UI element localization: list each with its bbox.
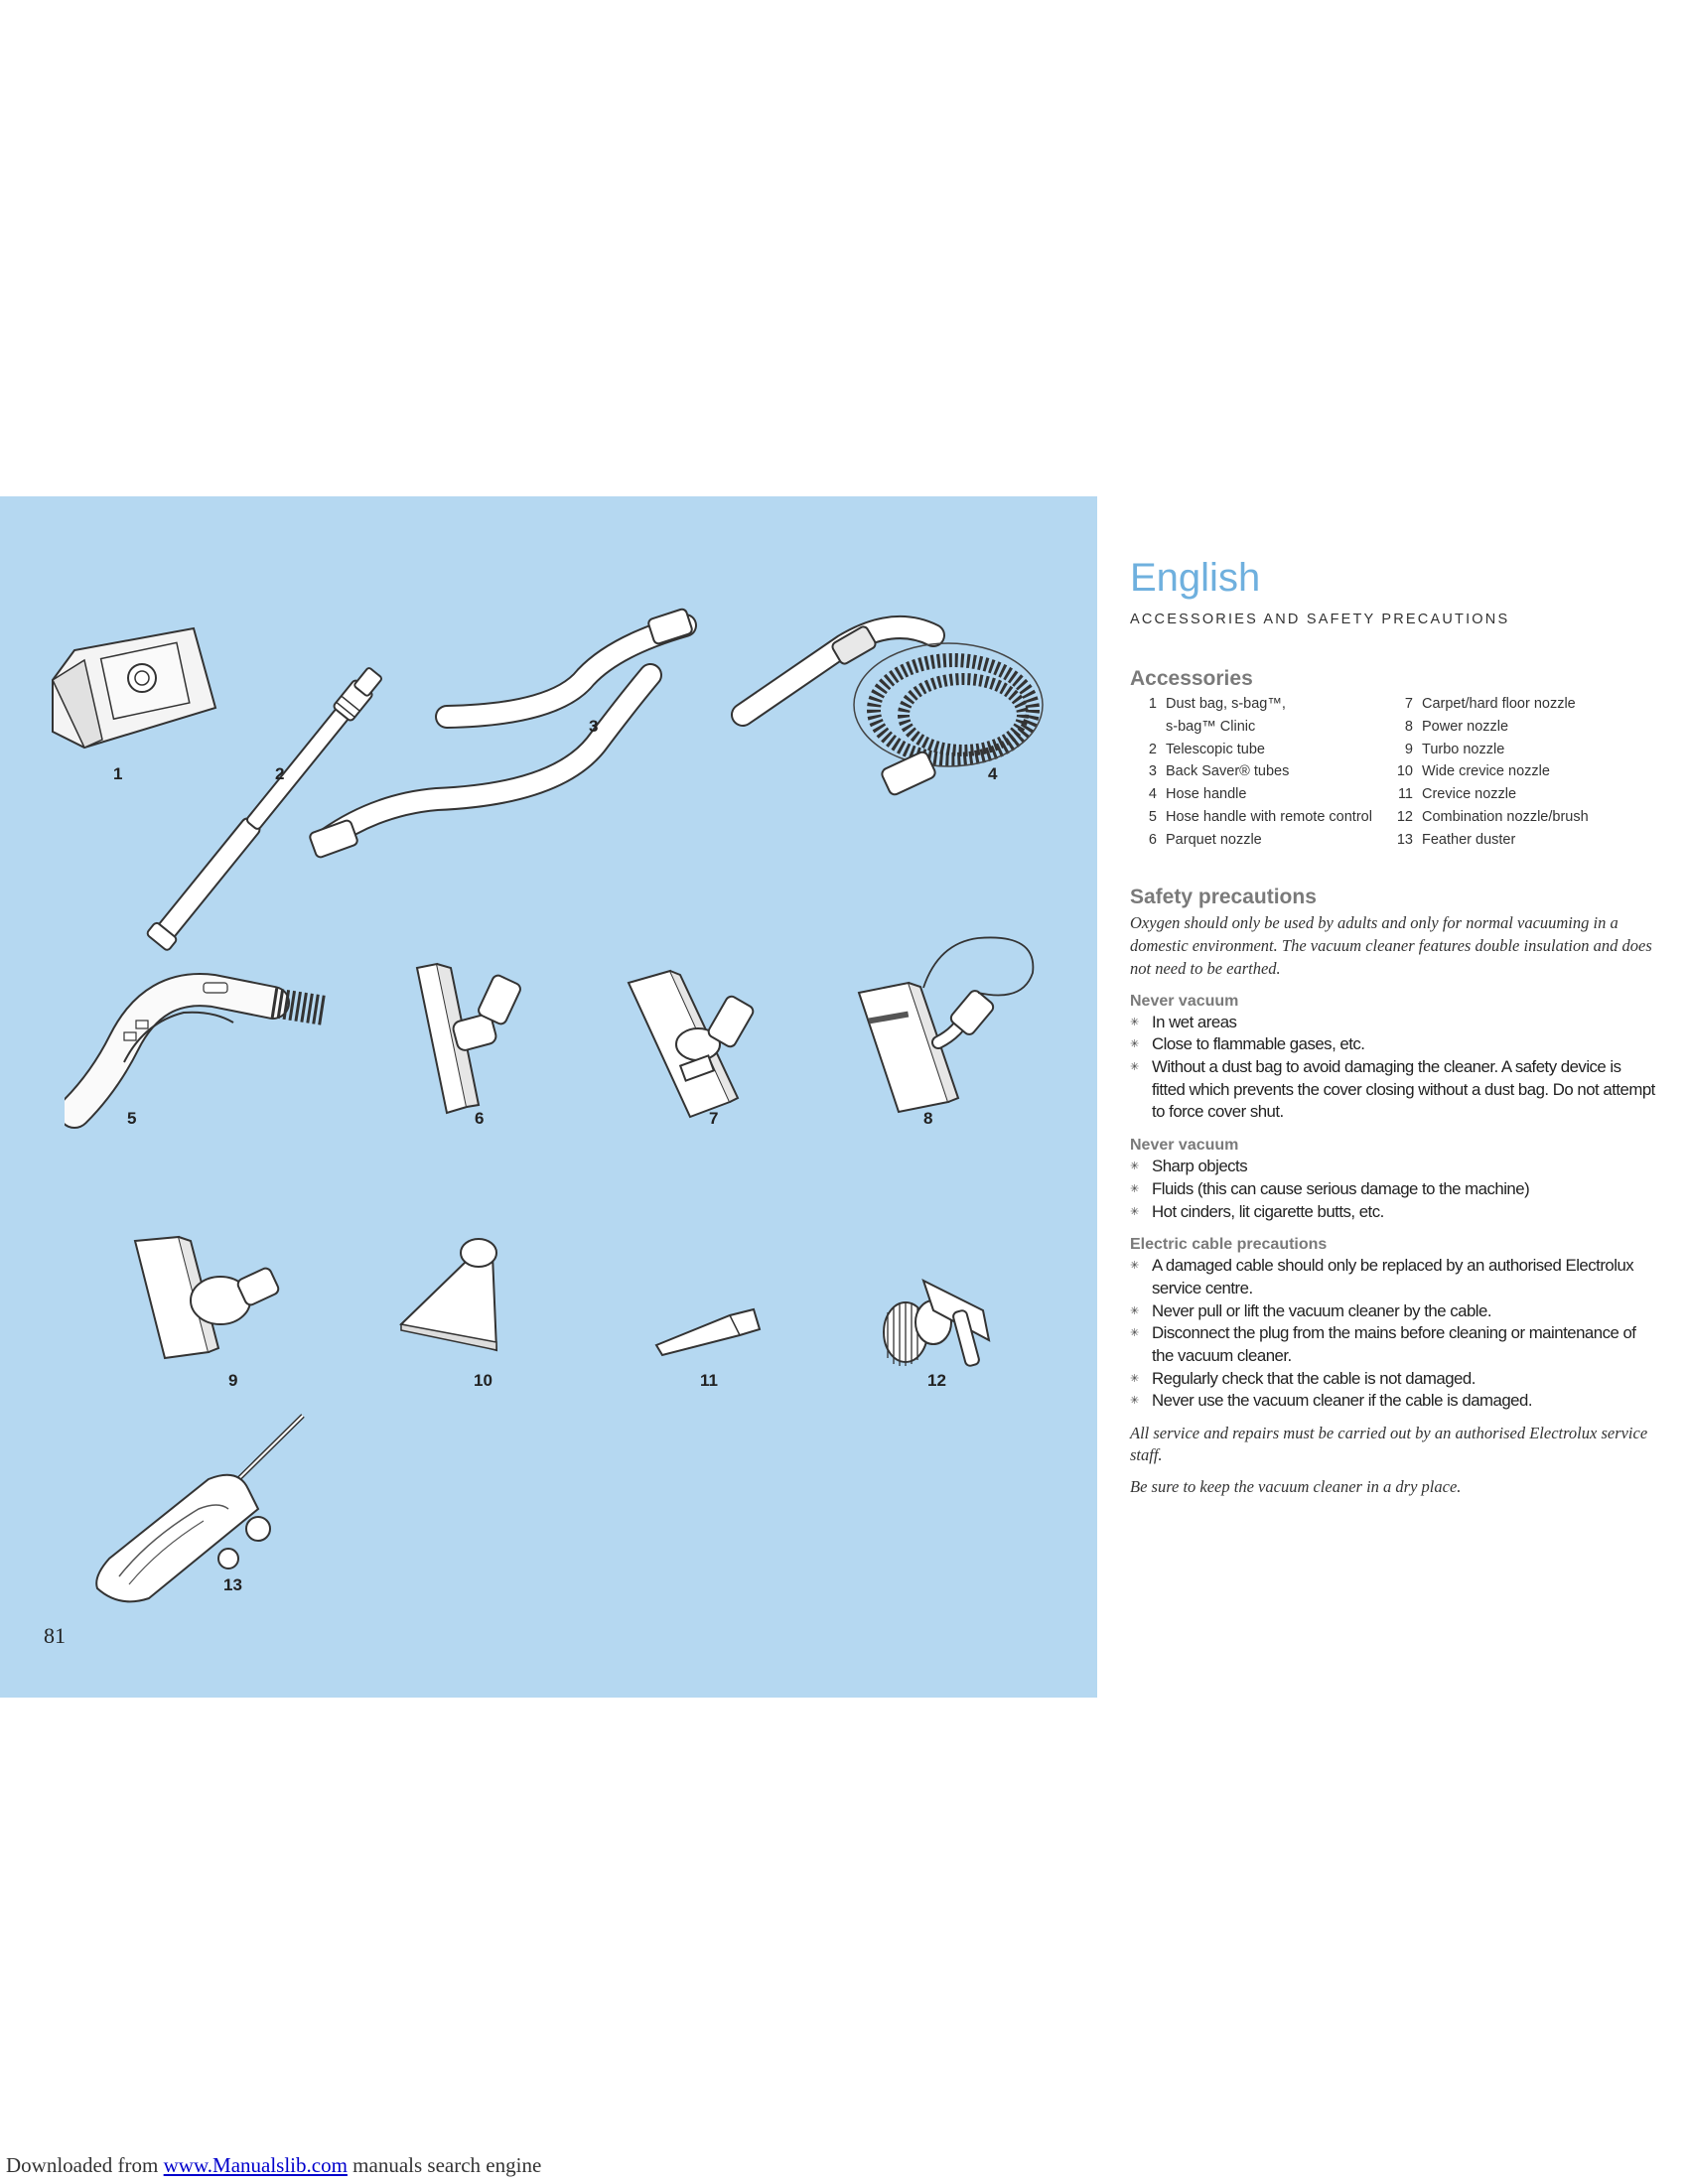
item-number: 12	[1396, 808, 1413, 825]
page-number: 81	[44, 1623, 66, 1648]
item-number: 11	[1397, 786, 1413, 803]
figure-label-6: 6	[475, 1109, 485, 1128]
remote-hose-handle-drawing	[65, 963, 338, 1142]
item-label: Carpet/hard floor nozzle	[1422, 696, 1576, 712]
figure-label-1: 1	[113, 764, 123, 783]
never-vacuum-heading-2: Never vacuum	[1130, 1137, 1239, 1155]
figure-label-9: 9	[228, 1371, 238, 1390]
figure-label-10: 10	[474, 1371, 492, 1390]
list-item	[1386, 806, 1589, 829]
never-vacuum-heading-1: Never vacuum	[1130, 992, 1239, 1010]
download-prefix: Downloaded from	[6, 2153, 164, 2177]
item-number: 6	[1148, 831, 1157, 848]
list-item: ✳ Never pull or lift the vacuum cleaner by the cable.	[1130, 1300, 1656, 1323]
item-label: Telescopic tube	[1166, 741, 1265, 757]
item-label: s-bag™ Clinic	[1166, 718, 1256, 735]
list-item	[1130, 783, 1386, 806]
item-label: Parquet nozzle	[1166, 831, 1262, 848]
list-item: ✳ Never use the vacuum cleaner if the cable is damaged.	[1130, 1390, 1656, 1413]
item-label: Hose handle with remote control	[1166, 808, 1372, 825]
list-item	[1386, 739, 1589, 761]
list-item: ✳ Disconnect the plug from the mains before cleaning or maintenance of the vacuum cleaner.	[1130, 1322, 1656, 1367]
turbo-nozzle-drawing	[129, 1231, 298, 1370]
safety-intro: Oxygen should only be used by adults and only for normal vacuuming in a domestic environment. The vacuum cleaner features double insulation and does not need to be earthed.	[1130, 912, 1652, 978]
hose-handle-drawing	[725, 596, 1053, 804]
figure-label-11: 11	[700, 1371, 718, 1390]
parquet-nozzle-drawing	[407, 958, 546, 1122]
figure-label-4: 4	[988, 764, 998, 783]
item-label: Back Saver® tubes	[1166, 763, 1290, 780]
figure-label-2: 2	[275, 764, 285, 783]
list-item	[1386, 760, 1589, 783]
accessories-column-right	[1386, 693, 1589, 852]
accessories-list	[1130, 693, 1656, 852]
figure-label-13: 13	[223, 1575, 242, 1594]
item-number: 8	[1404, 718, 1413, 735]
section-subtitle: ACCESSORIES AND SAFETY PRECAUTIONS	[1130, 612, 1510, 627]
list-item	[1386, 829, 1589, 852]
list-item	[1130, 716, 1386, 739]
feather-duster-drawing	[89, 1410, 318, 1608]
figure-label-12: 12	[927, 1371, 946, 1390]
page-title: English	[1130, 556, 1261, 600]
list-item: ✳ Sharp objects	[1130, 1156, 1656, 1178]
figure-label-7: 7	[709, 1109, 719, 1128]
item-number: 7	[1404, 696, 1413, 712]
never-vacuum-list-1	[1130, 1012, 1656, 1125]
download-footer	[6, 2153, 541, 2178]
item-label: Wide crevice nozzle	[1422, 763, 1550, 780]
cable-precautions-list	[1130, 1255, 1656, 1413]
combination-nozzle-drawing	[874, 1271, 993, 1380]
crevice-nozzle-drawing	[650, 1305, 765, 1360]
list-item: ✳ Hot cinders, lit cigarette butts, etc.	[1130, 1201, 1656, 1224]
list-item	[1130, 829, 1386, 852]
list-item: ✳ Fluids (this can cause serious damage to the machine)	[1130, 1178, 1656, 1201]
item-number: 2	[1148, 741, 1157, 757]
illustration-panel	[0, 496, 1097, 1698]
item-label: Feather duster	[1422, 831, 1516, 848]
manualslib-link[interactable]: www.Manualslib.com	[163, 2153, 348, 2177]
item-number: 5	[1148, 808, 1157, 825]
back-saver-tubes-drawing	[298, 606, 715, 864]
figure-label-5: 5	[127, 1109, 137, 1128]
list-item: ✳ Regularly check that the cable is not damaged.	[1130, 1368, 1656, 1391]
power-nozzle-drawing	[849, 923, 1057, 1117]
figure-label-3: 3	[589, 717, 599, 736]
item-number: 4	[1148, 786, 1157, 803]
item-label: Dust bag, s-bag™,	[1166, 696, 1286, 712]
never-vacuum-list-2	[1130, 1156, 1656, 1223]
item-label: Combination nozzle/brush	[1422, 808, 1589, 825]
storage-note: Be sure to keep the vacuum cleaner in a dry place.	[1130, 1477, 1462, 1497]
item-number: 1	[1148, 696, 1157, 712]
figure-label-8: 8	[923, 1109, 933, 1128]
list-item: ✳ A damaged cable should only be replaced by an authorised Electrolux service centre.	[1130, 1255, 1656, 1299]
carpet-floor-nozzle-drawing	[621, 963, 789, 1127]
accessories-column-left	[1130, 693, 1386, 852]
item-number: 3	[1148, 763, 1157, 780]
list-item	[1130, 760, 1386, 783]
list-item	[1386, 783, 1589, 806]
list-item: ✳ In wet areas	[1130, 1012, 1656, 1034]
service-note: All service and repairs must be carried out by an authorised Electrolux service staff.	[1130, 1424, 1648, 1465]
download-suffix: manuals search engine	[347, 2153, 542, 2177]
item-number: 10	[1396, 763, 1413, 780]
item-label: Hose handle	[1166, 786, 1247, 803]
item-number: 9	[1404, 741, 1413, 757]
item-label: Crevice nozzle	[1422, 786, 1517, 803]
list-item: ✳ Close to flammable gases, etc.	[1130, 1033, 1656, 1056]
list-item	[1386, 716, 1589, 739]
accessories-heading: Accessories	[1130, 667, 1253, 690]
list-item	[1130, 739, 1386, 761]
safety-heading: Safety precautions	[1130, 885, 1317, 908]
item-number: 13	[1396, 831, 1413, 848]
list-item	[1130, 806, 1386, 829]
item-label: Turbo nozzle	[1422, 741, 1505, 757]
list-item	[1386, 693, 1589, 716]
cable-precautions-heading: Electric cable precautions	[1130, 1236, 1328, 1254]
list-item: ✳ Without a dust bag to avoid damaging the cleaner. A safety device is fitted which prevents the cover closing without a dust bag. Do not attempt to force cover shut.	[1130, 1056, 1656, 1124]
item-label: Power nozzle	[1422, 718, 1509, 735]
item-number	[1130, 716, 1166, 739]
list-item	[1130, 693, 1386, 716]
text-column	[1130, 556, 1656, 1498]
wide-crevice-nozzle-drawing	[397, 1231, 536, 1360]
